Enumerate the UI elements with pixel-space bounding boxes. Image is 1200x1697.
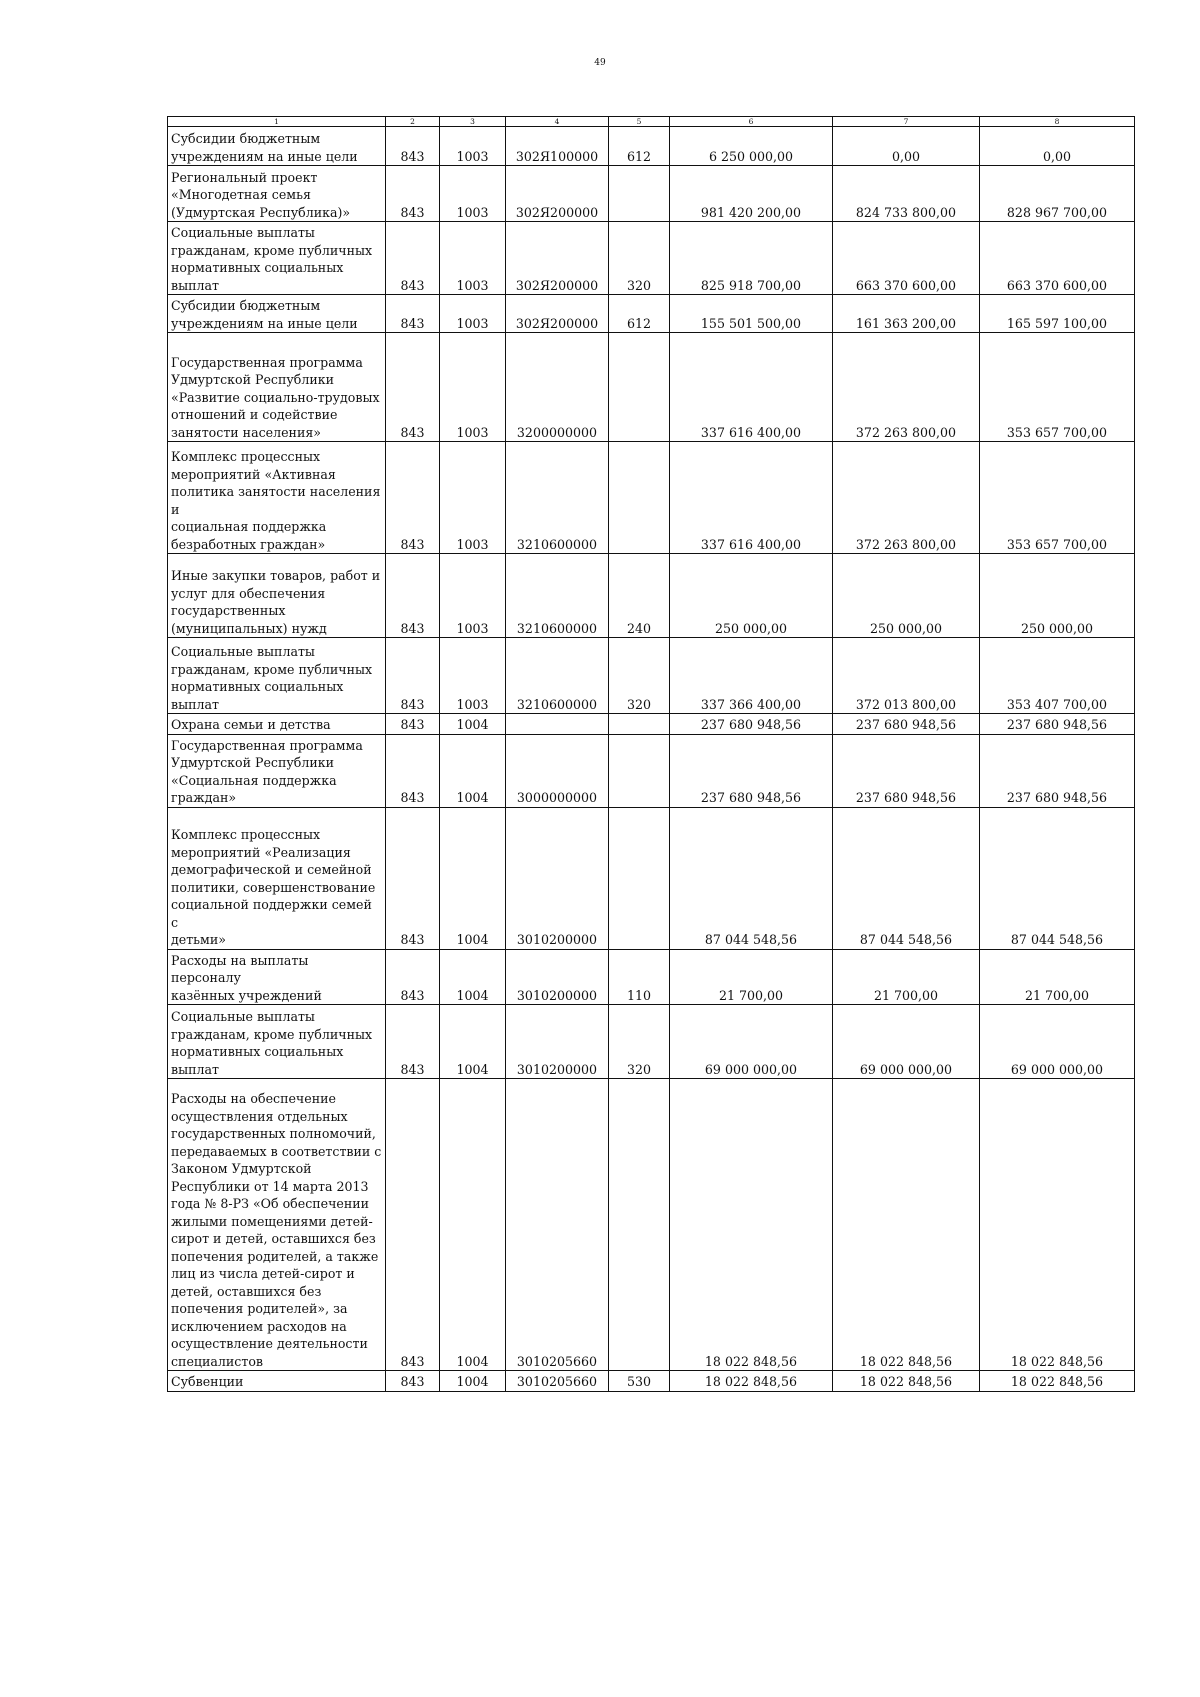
expense-type-code xyxy=(609,166,670,222)
chapter-code: 843 xyxy=(386,638,440,714)
chapter-code: 843 xyxy=(386,949,440,1005)
section-code: 1003 xyxy=(440,127,506,166)
chapter-code: 843 xyxy=(386,1005,440,1079)
target-article-code: 3010205660 xyxy=(506,1079,609,1371)
amount-col-8: 87 044 548,56 xyxy=(980,807,1135,949)
section-code: 1004 xyxy=(440,734,506,807)
amount-col-7: 372 263 800,00 xyxy=(833,333,980,442)
expense-type-code xyxy=(609,807,670,949)
row-name-text: Расходы на обеспечение осуществления отдельных государственных полномочий, передаваемых в соответствии с Законом Удмуртской Республики от 14 марта 2013 года № 8-РЗ «Об обеспечении жилыми помещениями детей- сирот и детей, оставшихся без попечения родителей, а также лиц из числа детей-сирот и детей, оставшихся без попечения родителей», за исключением расходов на осуществление деятельности специалистов xyxy=(171,1091,382,1369)
amount-col-6: 69 000 000,00 xyxy=(670,1005,833,1079)
row-name-text: Социальные выплаты гражданам, кроме публичных нормативных социальных выплат xyxy=(171,225,373,293)
target-article-code: 3210600000 xyxy=(506,638,609,714)
table-row xyxy=(168,1005,1135,1079)
target-article-code: 302Я200000 xyxy=(506,295,609,333)
chapter-code: 843 xyxy=(386,734,440,807)
chapter-code: 843 xyxy=(386,127,440,166)
target-article-code: 3010200000 xyxy=(506,949,609,1005)
table-row xyxy=(168,442,1135,554)
amount-col-8: 237 680 948,56 xyxy=(980,734,1135,807)
row-name xyxy=(168,638,386,714)
section-code: 1004 xyxy=(440,714,506,735)
target-article-code xyxy=(506,714,609,735)
amount-col-7: 0,00 xyxy=(833,127,980,166)
column-number: 5 xyxy=(609,117,670,127)
expense-type-code xyxy=(609,714,670,735)
column-number: 1 xyxy=(168,117,386,127)
amount-col-6: 6 250 000,00 xyxy=(670,127,833,166)
table-row xyxy=(168,1079,1135,1371)
expense-type-code: 240 xyxy=(609,554,670,638)
amount-col-7: 663 370 600,00 xyxy=(833,222,980,295)
target-article-code: 3010205660 xyxy=(506,1371,609,1392)
target-article-code: 302Я200000 xyxy=(506,166,609,222)
expense-type-code xyxy=(609,1079,670,1371)
section-code: 1003 xyxy=(440,295,506,333)
expense-type-code xyxy=(609,333,670,442)
row-name-text: Иные закупки товаров, работ и услуг для обеспечения государственных (муниципальных) нужд xyxy=(171,568,381,636)
table-row xyxy=(168,127,1135,166)
section-code: 1004 xyxy=(440,1005,506,1079)
amount-col-8: 828 967 700,00 xyxy=(980,166,1135,222)
target-article-code: 3010200000 xyxy=(506,1005,609,1079)
amount-col-8: 18 022 848,56 xyxy=(980,1079,1135,1371)
amount-col-6: 825 918 700,00 xyxy=(670,222,833,295)
amount-col-6: 18 022 848,56 xyxy=(670,1371,833,1392)
row-name xyxy=(168,734,386,807)
column-number-row xyxy=(168,117,1135,127)
amount-col-6: 337 616 400,00 xyxy=(670,442,833,554)
section-code: 1003 xyxy=(440,638,506,714)
section-code: 1004 xyxy=(440,1371,506,1392)
table-row xyxy=(168,807,1135,949)
amount-col-7: 18 022 848,56 xyxy=(833,1079,980,1371)
row-name-text: Государственная программа Удмуртской Республики «Развитие социально-трудовых отношений и содействие занятости населения» xyxy=(171,354,380,440)
chapter-code: 843 xyxy=(386,1079,440,1371)
amount-col-7: 237 680 948,56 xyxy=(833,714,980,735)
amount-col-7: 250 000,00 xyxy=(833,554,980,638)
expense-type-code: 612 xyxy=(609,295,670,333)
amount-col-8: 165 597 100,00 xyxy=(980,295,1135,333)
expense-type-code: 320 xyxy=(609,222,670,295)
amount-col-7: 237 680 948,56 xyxy=(833,734,980,807)
row-name-text: Комплекс процессных мероприятий «Активная политика занятости населения и социальная поддержка безработных граждан» xyxy=(171,449,381,552)
target-article-code: 3210600000 xyxy=(506,442,609,554)
chapter-code: 843 xyxy=(386,166,440,222)
amount-col-6: 18 022 848,56 xyxy=(670,1079,833,1371)
row-name xyxy=(168,807,386,949)
amount-col-6: 87 044 548,56 xyxy=(670,807,833,949)
chapter-code: 843 xyxy=(386,295,440,333)
chapter-code: 843 xyxy=(386,1371,440,1392)
row-name-text: Субвенции xyxy=(171,1374,244,1389)
amount-col-8: 18 022 848,56 xyxy=(980,1371,1135,1392)
target-article-code: 3200000000 xyxy=(506,333,609,442)
row-name xyxy=(168,295,386,333)
row-name xyxy=(168,1005,386,1079)
row-name-text: Охрана семьи и детства xyxy=(171,717,331,732)
section-code: 1003 xyxy=(440,222,506,295)
row-name xyxy=(168,127,386,166)
row-name xyxy=(168,949,386,1005)
table-row xyxy=(168,949,1135,1005)
section-code: 1004 xyxy=(440,807,506,949)
amount-col-7: 824 733 800,00 xyxy=(833,166,980,222)
budget-table xyxy=(167,116,1135,1392)
row-name-text: Комплекс процессных мероприятий «Реализация демографической и семейной политики, совершенствование социальной поддержки семей с детьми» xyxy=(171,827,376,947)
column-number: 7 xyxy=(833,117,980,127)
table-row xyxy=(168,166,1135,222)
table-row xyxy=(168,714,1135,735)
row-name xyxy=(168,714,386,735)
amount-col-6: 237 680 948,56 xyxy=(670,714,833,735)
row-name-text: Региональный проект «Многодетная семья (Удмуртская Республика)» xyxy=(171,169,351,220)
expense-type-code: 320 xyxy=(609,638,670,714)
amount-col-8: 250 000,00 xyxy=(980,554,1135,638)
page-number: 49 xyxy=(594,58,606,68)
amount-col-6: 237 680 948,56 xyxy=(670,734,833,807)
column-number: 2 xyxy=(386,117,440,127)
row-name-text: Государственная программа Удмуртской Республики «Социальная поддержка граждан» xyxy=(171,737,363,805)
expense-type-code xyxy=(609,734,670,807)
amount-col-7: 372 013 800,00 xyxy=(833,638,980,714)
amount-col-8: 663 370 600,00 xyxy=(980,222,1135,295)
column-number: 6 xyxy=(670,117,833,127)
column-number: 4 xyxy=(506,117,609,127)
table-row xyxy=(168,734,1135,807)
chapter-code: 843 xyxy=(386,554,440,638)
row-name xyxy=(168,442,386,554)
chapter-code: 843 xyxy=(386,807,440,949)
chapter-code: 843 xyxy=(386,442,440,554)
target-article-code: 3010200000 xyxy=(506,807,609,949)
chapter-code: 843 xyxy=(386,714,440,735)
section-code: 1003 xyxy=(440,442,506,554)
row-name-text: Субсидии бюджетным учреждениям на иные цели xyxy=(171,298,358,331)
row-name xyxy=(168,1371,386,1392)
amount-col-8: 69 000 000,00 xyxy=(980,1005,1135,1079)
amount-col-7: 69 000 000,00 xyxy=(833,1005,980,1079)
table-row xyxy=(168,295,1135,333)
amount-col-8: 21 700,00 xyxy=(980,949,1135,1005)
section-code: 1003 xyxy=(440,166,506,222)
expense-type-code: 530 xyxy=(609,1371,670,1392)
amount-col-7: 87 044 548,56 xyxy=(833,807,980,949)
section-code: 1004 xyxy=(440,949,506,1005)
section-code: 1003 xyxy=(440,333,506,442)
expense-type-code: 612 xyxy=(609,127,670,166)
amount-col-6: 981 420 200,00 xyxy=(670,166,833,222)
chapter-code: 843 xyxy=(386,222,440,295)
target-article-code: 302Я100000 xyxy=(506,127,609,166)
row-name xyxy=(168,1079,386,1371)
row-name xyxy=(168,222,386,295)
expense-type-code xyxy=(609,442,670,554)
table-row xyxy=(168,638,1135,714)
row-name xyxy=(168,166,386,222)
amount-col-7: 21 700,00 xyxy=(833,949,980,1005)
row-name-text: Социальные выплаты гражданам, кроме публичных нормативных социальных выплат xyxy=(171,644,373,712)
row-name xyxy=(168,333,386,442)
target-article-code: 302Я200000 xyxy=(506,222,609,295)
expense-type-code: 320 xyxy=(609,1005,670,1079)
amount-col-6: 250 000,00 xyxy=(670,554,833,638)
row-name-text: Субсидии бюджетным учреждениям на иные цели xyxy=(171,131,358,164)
target-article-code: 3000000000 xyxy=(506,734,609,807)
chapter-code: 843 xyxy=(386,333,440,442)
row-name-text: Расходы на выплаты персоналу казённых учреждений xyxy=(171,952,322,1003)
amount-col-6: 337 366 400,00 xyxy=(670,638,833,714)
table-row xyxy=(168,1371,1135,1392)
amount-col-6: 155 501 500,00 xyxy=(670,295,833,333)
amount-col-8: 353 657 700,00 xyxy=(980,442,1135,554)
table-row xyxy=(168,222,1135,295)
column-number: 3 xyxy=(440,117,506,127)
amount-col-8: 353 407 700,00 xyxy=(980,638,1135,714)
amount-col-7: 372 263 800,00 xyxy=(833,442,980,554)
table-row xyxy=(168,554,1135,638)
amount-col-8: 237 680 948,56 xyxy=(980,714,1135,735)
amount-col-6: 337 616 400,00 xyxy=(670,333,833,442)
amount-col-7: 161 363 200,00 xyxy=(833,295,980,333)
row-name-text: Социальные выплаты гражданам, кроме публичных нормативных социальных выплат xyxy=(171,1009,373,1077)
amount-col-8: 0,00 xyxy=(980,127,1135,166)
expense-type-code: 110 xyxy=(609,949,670,1005)
row-name xyxy=(168,554,386,638)
amount-col-6: 21 700,00 xyxy=(670,949,833,1005)
amount-col-8: 353 657 700,00 xyxy=(980,333,1135,442)
amount-col-7: 18 022 848,56 xyxy=(833,1371,980,1392)
table-row xyxy=(168,333,1135,442)
column-number: 8 xyxy=(980,117,1135,127)
section-code: 1004 xyxy=(440,1079,506,1371)
target-article-code: 3210600000 xyxy=(506,554,609,638)
section-code: 1003 xyxy=(440,554,506,638)
